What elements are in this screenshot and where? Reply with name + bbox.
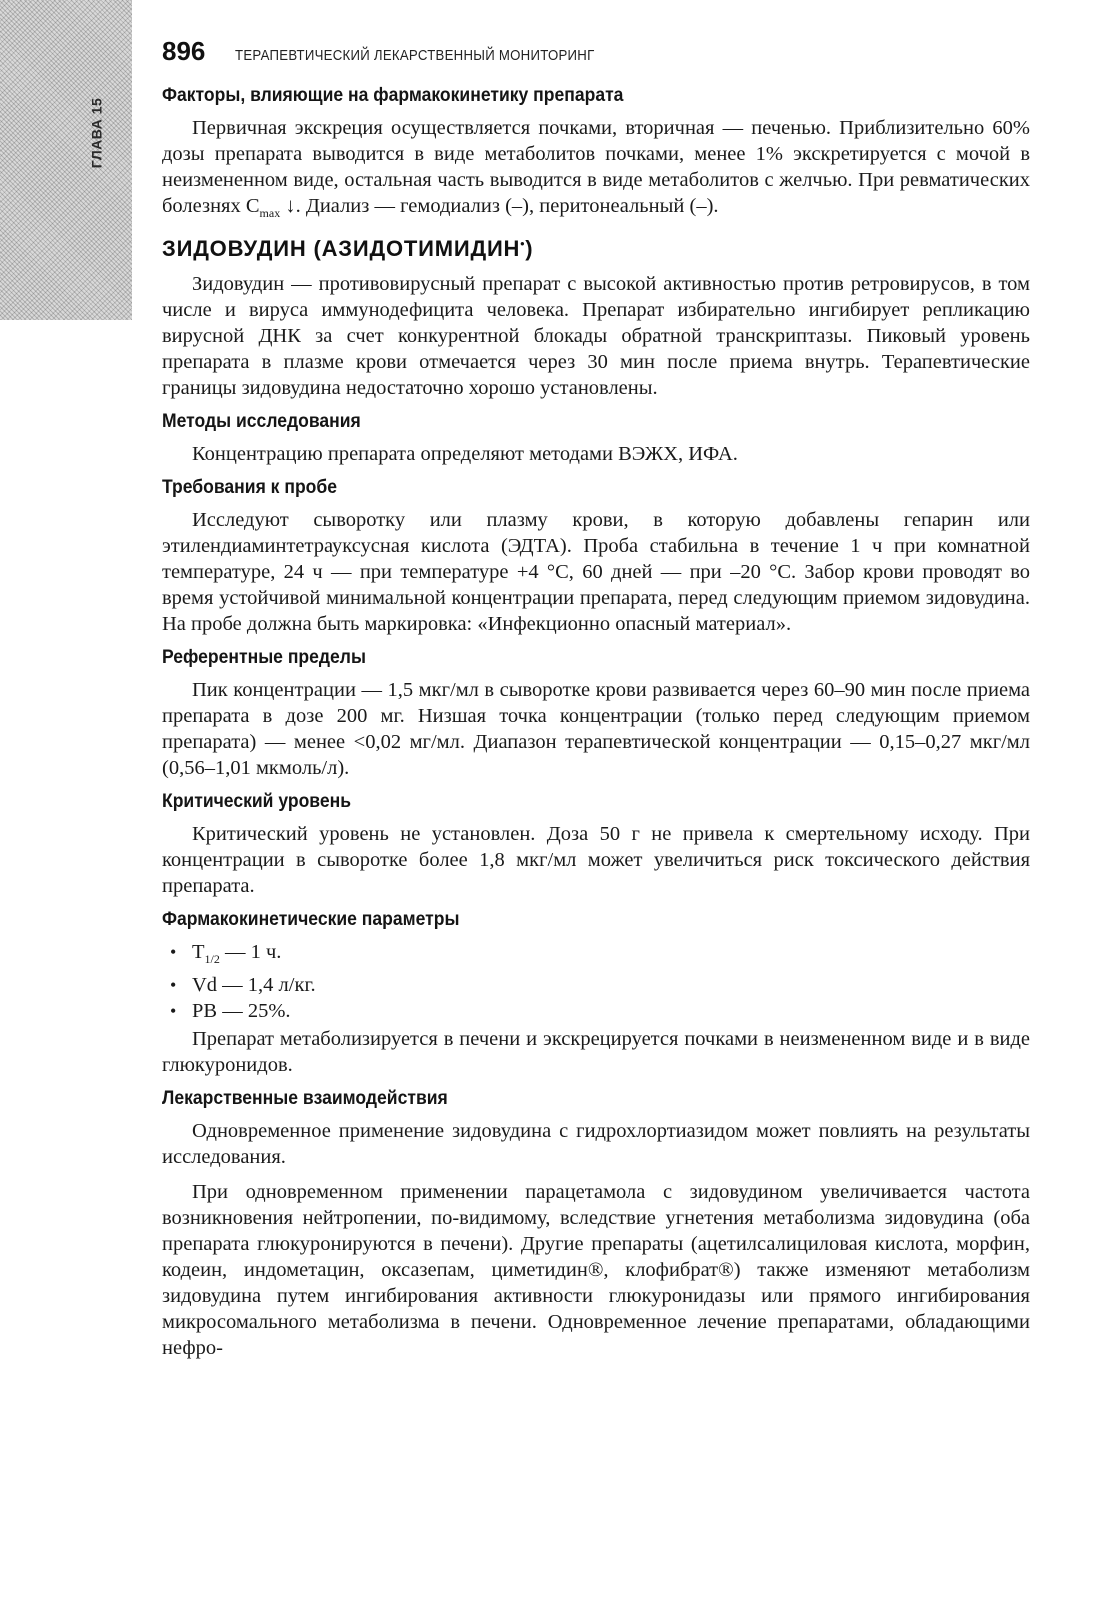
t-half-value: — 1 ч.: [219, 941, 282, 964]
drug-title-text: ЗИДОВУДИН (АЗИДОТИМИДИН: [162, 236, 521, 262]
running-title: ТЕРАПЕВТИЧЕСКИЙ ЛЕКАРСТВЕННЫЙ МОНИТОРИНГ: [235, 47, 595, 64]
drug-title-mark: •: [520, 236, 526, 251]
section-heading-pk-factors: Факторы, влияющие на фармакокинетику препарата: [162, 84, 624, 106]
paragraph-pk-factors-end: ↓. Диализ — гемодиализ (–), перитонеальный (–).: [280, 195, 719, 217]
chapter-side-tab: [84, 88, 108, 178]
list-item-t-half: [168, 939, 1030, 972]
bullet-icon: •: [170, 975, 177, 996]
paragraph-reference: Пик концентрации — 1,5 мкг/мл в сыворотке крови развивается через 60–90 мин после приема препарата в дозе 200 мг. Низшая точка концентрации (только перед следующим приемом препарата) — менее <0,02 мг/мл. Диапазон терапевтической концентрации — 0,15–0,27 мкг/мл (0,56–1,01 мкмоль/л).: [162, 679, 1030, 780]
bullet-icon: •: [170, 942, 177, 963]
section-heading-critical: Критический уровень: [162, 790, 351, 813]
paragraph-pk-factors-text: Первичная экскреция осуществляется почками, вторичная — печенью. Приблизительно 60% дозы препарата выводится в виде метаболитов почками, менее 1% экскретируется с мочой в неизмененном виде, остальная часть выводится в виде метаболитов с желчью. При ревматических болезнях C: [162, 117, 1030, 217]
paragraph-interactions-1: Одновременное применение зидовудина с гидрохлортиазидом может повлиять на результаты исследования.: [162, 1120, 1030, 1169]
bullet-icon: •: [170, 1001, 177, 1022]
paragraph-metabolism: Препарат метаболизируется в печени и экскрецируется почками в неизмененном виде и в виде глюкуронидов.: [162, 1028, 1030, 1077]
cmax-subscript: max: [259, 206, 281, 221]
section-heading-methods: Методы исследования: [162, 410, 361, 433]
paragraph-interactions-2: При одновременном применении парацетамола с зидовудином увеличивается частота возникновения нейтропении, по-видимому, вследствие угнетения метаболизма зидовудина (оба препарата глюкуронируются в печени). Другие препараты (ацетилсалициловая кислота, морфин, кодеин, индометацин, оксазепам, циметидин®, клофибрат®) также изменяют метаболизм зидовудина путем ингибирования активности глюкуронидазы или прямого ингибирования микросомального метаболизма в печени. Одновременное лечение препаратами, обладающими нефро-: [162, 1181, 1030, 1360]
section-heading-pk-params: Фармакокинетические параметры: [162, 908, 460, 931]
page-header: [162, 36, 1042, 67]
list-item-vd: [168, 972, 1030, 998]
t-half-subscript: 1/2: [204, 952, 220, 967]
section-heading-reference: Референтные пределы: [162, 646, 366, 669]
drug-title-close: ): [525, 236, 534, 262]
t-half-base: T: [192, 941, 205, 964]
section-heading-sample: Требования к пробе: [162, 476, 337, 499]
paragraph-pk-factors: [162, 115, 1030, 226]
chapter-side-strip: [0, 0, 132, 320]
list-item-pb: [168, 998, 1030, 1024]
paragraph-sample: Исследуют сыворотку или плазму крови, в которую добавлены гепарин или этилендиаминтетрауксусная кислота (ЭДТА). Проба стабильна в течение 1 ч при комнатной температуре, 24 ч — при температуре +4 °С, 60 дней — при –20 °С. Забор крови проводят во время устойчивой минимальной концентрации препарата, перед следующим приемом зидовудина. На пробе должна быть маркировка: «Инфекционно опасный материал».: [162, 509, 1030, 636]
vd-text: Vd — 1,4 л/кг.: [192, 974, 316, 997]
page-content: [162, 84, 1030, 1370]
paragraph-critical: Критический уровень не установлен. Доза 50 г не привела к смертельному исходу. При концентрации в сыворотке более 1,8 мкг/мл может увеличиться риск токсического действия препарата.: [162, 823, 1030, 898]
drug-title: [162, 236, 1030, 262]
paragraph-methods: Концентрацию препарата определяют методами ВЭЖХ, ИФА.: [192, 443, 738, 466]
section-heading-interactions: Лекарственные взаимодействия: [162, 1087, 448, 1110]
page-number: 896: [162, 36, 206, 66]
chapter-side-tab-text: ГЛАВА 15: [88, 97, 105, 169]
pk-params-list: [162, 939, 1030, 1024]
paragraph-drug-description: Зидовудин — противовирусный препарат с высокой активностью против ретровирусов, в том числе и вируса иммунодефицита человека. Препарат избирательно ингибирует репликацию вирусной ДНК за счет конкурентной блокады обратной транскриптазы. Пиковый уровень препарата в плазме крови отмечается через 30 мин после приема внутрь. Терапевтические границы зидовудина недостаточно хорошо установлены.: [162, 273, 1030, 400]
pb-text: PB — 25%.: [192, 1000, 291, 1023]
